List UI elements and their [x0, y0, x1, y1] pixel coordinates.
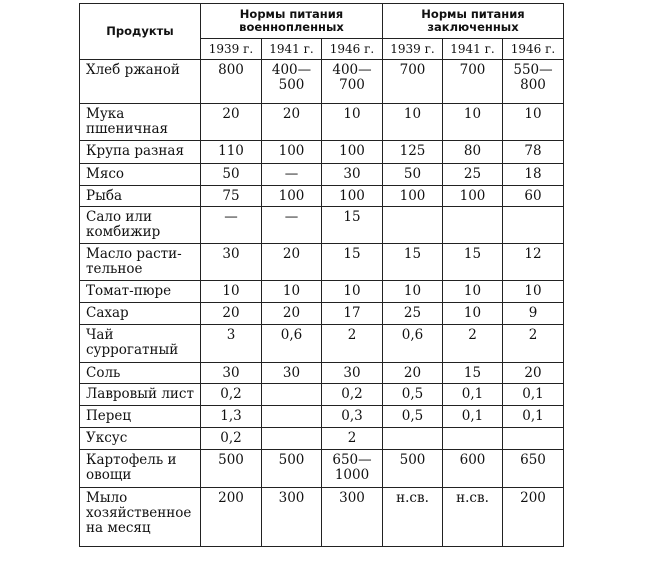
table-row — [80, 406, 564, 428]
norm-value: 0,5 — [383, 406, 443, 428]
norm-value: 10 — [503, 281, 564, 303]
norm-value — [503, 428, 564, 450]
norm-value: 0,2 — [322, 384, 383, 406]
norm-value: 0,6 — [262, 325, 322, 363]
norm-value — [383, 428, 443, 450]
product-name: Рыба — [80, 186, 201, 207]
header-year: 1941 г. — [262, 39, 322, 60]
header-year: 1939 г. — [383, 39, 443, 60]
norm-value: 0,5 — [383, 384, 443, 406]
product-name: Соль — [80, 363, 201, 384]
norm-value: 10 — [443, 104, 503, 141]
table-row — [80, 207, 564, 244]
norm-value: 80 — [443, 141, 503, 164]
norm-value: 10 — [201, 281, 262, 303]
product-name: Перец — [80, 406, 201, 428]
norm-value: 3 — [201, 325, 262, 363]
norm-value: 100 — [262, 186, 322, 207]
norm-value: 17 — [322, 303, 383, 325]
norm-value: 10 — [443, 281, 503, 303]
norm-value: 200 — [201, 488, 262, 547]
product-name: Картофель и овощи — [80, 450, 201, 488]
norm-value: 550— 800 — [503, 60, 564, 104]
norm-value: 500 — [262, 450, 322, 488]
norm-value: 20 — [262, 104, 322, 141]
table-row — [80, 60, 564, 104]
norm-value: 30 — [201, 244, 262, 281]
product-name: Мыло хозяйственное на месяц — [80, 488, 201, 547]
norm-value: 1,3 — [201, 406, 262, 428]
norm-value: 2 — [322, 325, 383, 363]
product-name: Чай суррогатный — [80, 325, 201, 363]
norm-value: 2 — [503, 325, 564, 363]
norm-value: — — [262, 207, 322, 244]
table-row — [80, 428, 564, 450]
norm-value: 100 — [322, 141, 383, 164]
norm-value — [443, 207, 503, 244]
product-name: Томат-пюре — [80, 281, 201, 303]
norm-value: 2 — [322, 428, 383, 450]
norm-value: 0,2 — [201, 384, 262, 406]
norm-value: 100 — [262, 141, 322, 164]
table-row — [80, 164, 564, 186]
table-row — [80, 186, 564, 207]
product-name: Лавровый лист — [80, 384, 201, 406]
norm-value: 78 — [503, 141, 564, 164]
table-row — [80, 281, 564, 303]
header-products: Продукты — [80, 4, 201, 60]
norm-value: 30 — [322, 363, 383, 384]
table-row — [80, 384, 564, 406]
table-row — [80, 363, 564, 384]
product-name: Мясо — [80, 164, 201, 186]
norm-value: 60 — [503, 186, 564, 207]
norm-value: 400— 700 — [322, 60, 383, 104]
norm-value: 20 — [503, 363, 564, 384]
norm-value — [383, 207, 443, 244]
norm-value: 300 — [262, 488, 322, 547]
table-row — [80, 104, 564, 141]
norm-value: 15 — [322, 207, 383, 244]
norm-value: 650— 1000 — [322, 450, 383, 488]
norm-value: 0,1 — [503, 384, 564, 406]
norm-value: 50 — [201, 164, 262, 186]
header-year: 1941 г. — [443, 39, 503, 60]
norm-value: 100 — [443, 186, 503, 207]
table-row — [80, 244, 564, 281]
norm-value: 0,1 — [503, 406, 564, 428]
norm-value: 25 — [383, 303, 443, 325]
norm-value: 10 — [383, 281, 443, 303]
norm-value: 15 — [383, 244, 443, 281]
norm-value — [262, 406, 322, 428]
norm-value: 10 — [322, 104, 383, 141]
norm-value: 2 — [443, 325, 503, 363]
norm-value: 100 — [383, 186, 443, 207]
norm-value: 9 — [503, 303, 564, 325]
norm-value: 0,3 — [322, 406, 383, 428]
norm-value: 12 — [503, 244, 564, 281]
norm-value: 700 — [383, 60, 443, 104]
norm-value: 10 — [443, 303, 503, 325]
norm-value: 0,2 — [201, 428, 262, 450]
norm-value: 20 — [201, 303, 262, 325]
product-name: Сало или комбижир — [80, 207, 201, 244]
norm-value: 110 — [201, 141, 262, 164]
norm-value: 15 — [443, 244, 503, 281]
norm-value: 200 — [503, 488, 564, 547]
norm-value: 700 — [443, 60, 503, 104]
norm-value: 50 — [383, 164, 443, 186]
table-row — [80, 450, 564, 488]
norm-value: 20 — [383, 363, 443, 384]
header-year: 1939 г. — [201, 39, 262, 60]
norm-value: 30 — [322, 164, 383, 186]
norm-value: 15 — [443, 363, 503, 384]
header-year: 1946 г. — [503, 39, 564, 60]
norm-value: 400— 500 — [262, 60, 322, 104]
table-row — [80, 141, 564, 164]
header-group-prisoners: Нормы питания заключенных — [383, 4, 564, 39]
norm-value: 300 — [322, 488, 383, 547]
table-row — [80, 303, 564, 325]
norm-value: 10 — [503, 104, 564, 141]
norm-value: 75 — [201, 186, 262, 207]
table-row — [80, 325, 564, 363]
norm-value: 18 — [503, 164, 564, 186]
norm-value: 0,6 — [383, 325, 443, 363]
norm-value: 600 — [443, 450, 503, 488]
product-name: Крупа разная — [80, 141, 201, 164]
header-group-pow: Нормы питания военнопленных — [201, 4, 383, 39]
norm-value: 125 — [383, 141, 443, 164]
norm-value: 0,1 — [443, 406, 503, 428]
norm-value: 30 — [201, 363, 262, 384]
norm-value: н.св. — [383, 488, 443, 547]
norm-value — [503, 207, 564, 244]
header-year: 1946 г. — [322, 39, 383, 60]
norm-value: 20 — [262, 303, 322, 325]
norm-value: 30 — [262, 363, 322, 384]
norm-value: н.св. — [443, 488, 503, 547]
norm-value — [262, 428, 322, 450]
norm-value — [262, 384, 322, 406]
norm-value: 500 — [383, 450, 443, 488]
norm-value — [443, 428, 503, 450]
norm-value: 20 — [262, 244, 322, 281]
table-row — [80, 488, 564, 547]
norm-value: 15 — [322, 244, 383, 281]
product-name: Уксус — [80, 428, 201, 450]
norm-value: — — [201, 207, 262, 244]
norm-value: 25 — [443, 164, 503, 186]
product-name: Сахар — [80, 303, 201, 325]
product-name: Хлеб ржаной — [80, 60, 201, 104]
norm-value: 650 — [503, 450, 564, 488]
norm-value: — — [262, 164, 322, 186]
product-name: Мука пшеничная — [80, 104, 201, 141]
norm-value: 500 — [201, 450, 262, 488]
norm-value: 10 — [322, 281, 383, 303]
product-name: Масло расти- тельное — [80, 244, 201, 281]
norm-value: 0,1 — [443, 384, 503, 406]
ration-norms-table — [79, 3, 564, 547]
norm-value: 800 — [201, 60, 262, 104]
norm-value: 100 — [322, 186, 383, 207]
norm-value: 10 — [383, 104, 443, 141]
norm-value: 10 — [262, 281, 322, 303]
norm-value: 20 — [201, 104, 262, 141]
